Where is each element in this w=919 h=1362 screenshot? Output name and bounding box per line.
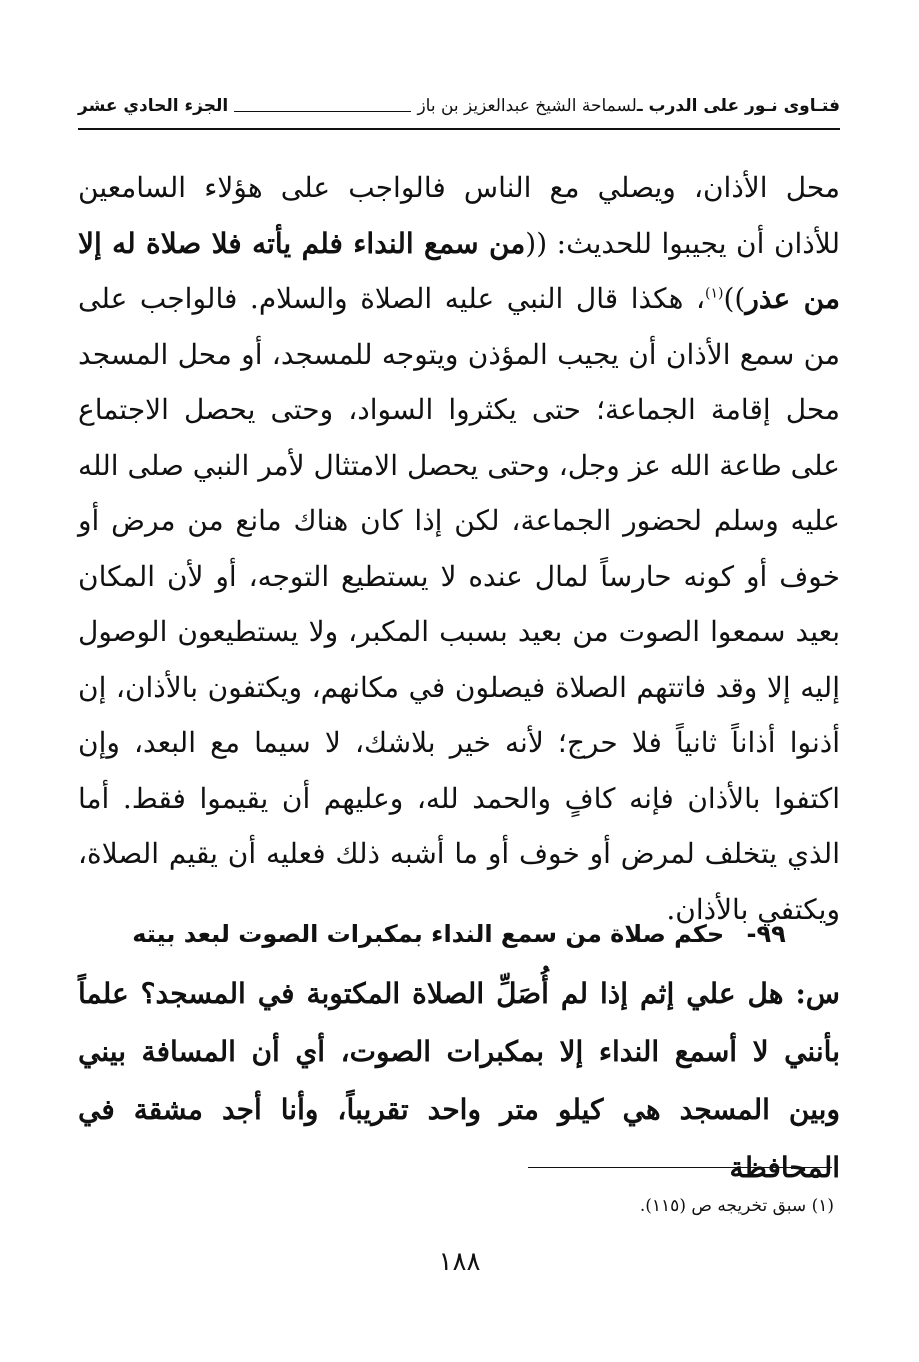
header-rule	[78, 128, 840, 130]
answer-paragraph	[78, 160, 840, 937]
running-header	[78, 86, 840, 126]
section-title: حكم صلاة من سمع النداء بمكبرات الصوت لبعد بيته	[132, 920, 725, 948]
footnote-separator	[528, 1167, 832, 1168]
hadith-quote: من سمع النداء فلم يأته فلا صلاة له إلا من عذر	[78, 226, 840, 315]
header-dash-line	[234, 111, 411, 112]
volume-part: الجزء الحادي عشر	[78, 96, 229, 116]
footnote-reference: (١)	[705, 285, 724, 302]
paragraph-text-start: محل الأذان، ويصلي مع الناس فالواجب على هؤلاء السامعين للأذان أن يجيبوا للحديث: ((	[78, 171, 840, 260]
book-title: فتـاوى نـور على الدرب ـ	[636, 96, 840, 116]
paragraph-text-end: ، هكذا قال النبي عليه الصلاة والسلام. فالواجب على من سمع الأذان أن يجيب المؤذن ويتوجه للمسجد، أو محل المسجد محل إقامة الجماعة؛ حتى يكثروا السواد، وحتى يحصل الاجتماع على طاعة الله عز وجل، وحتى يحصل الامتثال لأمر النبي صلى الله عليه وسلم لحضور الجماعة، لكن إذا كان هناك مانع من مرض أو خوف أو كونه حارساً لمال عنده لا يستطيع التوجه، أو لأن المكان بعيد سمعوا الصوت من بعيد بسبب المكبر، ولا يستطيعون الوصول إليه إلا وقد فاتتهم الصلاة فيصلون في مكانهم، ويكتفون بالأذان، إن أذنوا أذاناً ثانياً فلا حرج؛ لأنه خير بلاشك، لا سيما مع البعد، وإن اكتفوا بالأذان فإنه كافٍ والحمد لله، وعليهم أن يقيموا فقط. أما الذي يتخلف لمرض أو خوف أو ما أشبه ذلك فعليه أن يقيم الصلاة، ويكتفي بالأذان.	[77, 282, 840, 926]
hadith-close-brackets: ))	[723, 282, 746, 315]
section-number: ٩٩-	[746, 920, 786, 948]
footnote: (١) سبق تخريجه ص (١١٥).	[639, 1196, 834, 1216]
section-heading	[78, 906, 840, 962]
question-paragraph: س: هل علي إثم إذا لم أُصَلِّ الصلاة المكتوبة في المسجد؟ علماً بأنني لا أسمع النداء إلا بمكبرات الصوت، أي أن المسافة بيني وبين المسجد هي كيلو متر واحد تقريباً، وأنا أجد مشقة في المحافظة	[78, 977, 840, 1184]
page-number: ١٨٨	[438, 1247, 481, 1277]
author-name: لسماحة الشيخ عبدالعزيز بن باز	[417, 96, 637, 116]
